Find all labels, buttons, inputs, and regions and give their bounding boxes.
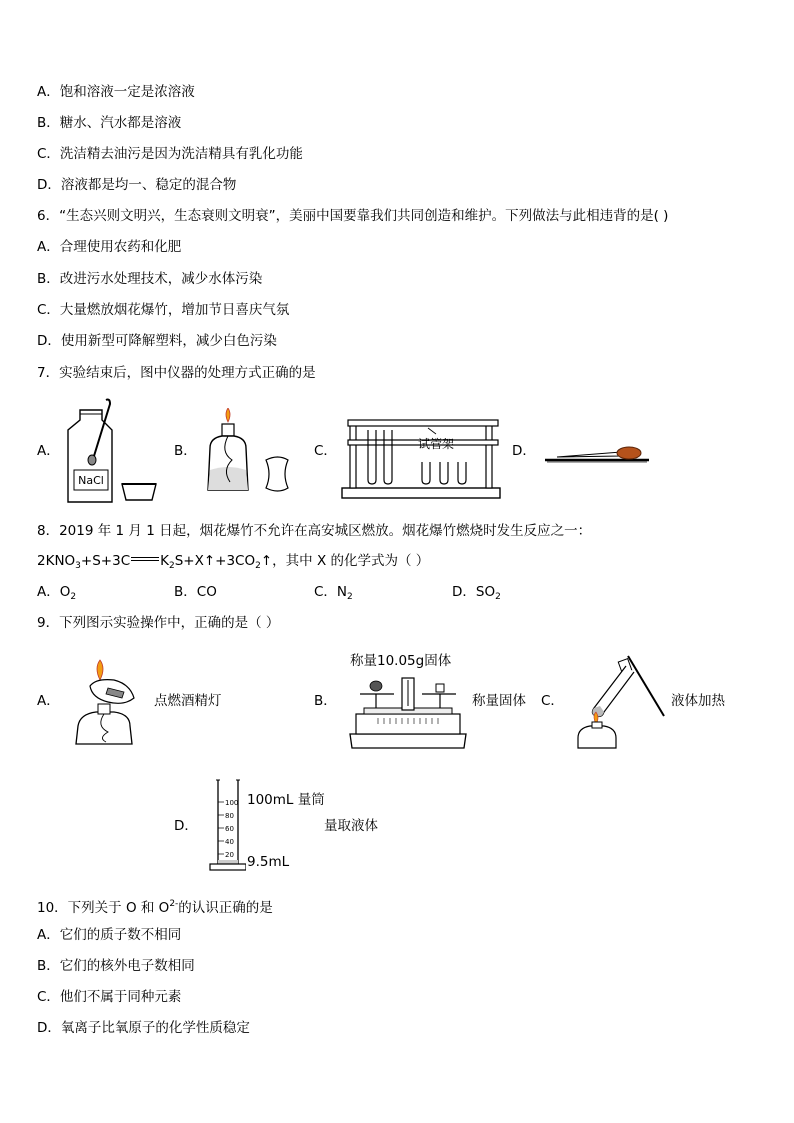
q9-tick-100: 100	[225, 799, 239, 807]
q9-caption-d: 量取液体	[324, 818, 378, 834]
q9-label-c: C．	[541, 693, 564, 709]
q7-label-c: C．	[314, 443, 337, 459]
q10-option-d: D．氧离子比氧原子的化学性质稳定	[37, 1020, 250, 1036]
q9-caption-c: 液体加热	[671, 693, 725, 709]
q9-cylinder-title: 100mL 量筒	[247, 792, 325, 808]
q10-stem	[37, 895, 273, 917]
q7-label-a: A．	[37, 443, 60, 459]
q10-stem-post: 的认识正确的是	[178, 900, 273, 916]
q8-option-c: C．$N_2$	[314, 584, 353, 602]
q8-equation: $2KNO_3+S+3C$ $K_2S+X↑+3CO_2↑$，其中 X 的化学式为（ ）	[37, 553, 430, 571]
q9-caption-b: 称量固体	[472, 693, 526, 709]
q8-eq-product-k: K	[160, 553, 169, 569]
q9-label-d: D．	[174, 818, 198, 834]
q7-figure-c-test-tube-rack	[340, 418, 506, 502]
q7-label-b: B．	[174, 443, 197, 459]
q7-rack-label: 试管架	[417, 437, 455, 451]
q8-eq-product-rest: S+X↑+3CO	[174, 553, 256, 569]
q9-label-b: B．	[314, 693, 337, 709]
q9-tick-40: 40	[225, 838, 234, 846]
q10-stem-sup: 2-	[169, 899, 179, 909]
q8-option-d: D．$SO_2$	[452, 584, 501, 602]
q8-option-a: A．$O_2$	[37, 584, 77, 602]
q5-option-a: A．饱和溶液一定是浓溶液	[37, 84, 195, 100]
q7-nacl-label: NaCl	[78, 474, 104, 487]
q9-caption-a: 点燃酒精灯	[154, 693, 222, 709]
q8-eq-reactant: 2KNO	[37, 553, 76, 569]
q9-tick-20: 20	[225, 851, 234, 859]
q7-label-d: D．	[512, 443, 536, 459]
q8-option-b: B．CO	[174, 584, 217, 600]
q5-option-b: B．糖水、汽水都是溶液	[37, 115, 182, 131]
q8-eq-reactants-rest: +S+3C	[80, 553, 131, 569]
q9-figure-b-balance	[348, 672, 468, 750]
q7-stem: 7．实验结束后，图中仪器的处理方式正确的是	[37, 365, 316, 381]
q7-figure-d-dropper	[543, 440, 651, 466]
q6-stem: 6．“生态兴则文明兴，生态衰则文明衰”，美丽中国要靠我们共同创造和维护。下列做法与此相违背的是( )	[37, 208, 669, 224]
q9-tick-80: 80	[225, 812, 234, 820]
q9-balance-title: 称量10.05g固体	[350, 653, 452, 669]
q6-option-a: A．合理使用农药和化肥	[37, 239, 182, 255]
q7-figure-a-reagent-bottle	[62, 398, 172, 506]
q9-cylinder-reading: 9.5mL	[247, 854, 290, 870]
q8-stem: 8．2019 年 1 月 1 日起，烟花爆竹不允许在高安城区燃放。烟花爆竹燃烧时发生反应之一：	[37, 523, 592, 539]
q6-option-d: D．使用新型可降解塑料，减少白色污染	[37, 333, 277, 349]
q9-label-a: A．	[37, 693, 60, 709]
q9-stem: 9．下列图示实验操作中，正确的是（ ）	[37, 615, 280, 631]
q5-option-c: C．洗洁精去油污是因为洗洁精具有乳化功能	[37, 146, 303, 162]
q9-figure-c-heating-tube	[572, 652, 668, 750]
q10-option-c: C．他们不属于同种元素	[37, 989, 182, 1005]
q7-figure-b-alcohol-lamp	[200, 408, 300, 500]
q9-figure-d-measuring-cylinder	[206, 778, 246, 878]
q9-tick-60: 60	[225, 825, 234, 833]
q9-figure-a-two-lamps	[68, 656, 160, 748]
q5-option-d: D．溶液都是均一、稳定的混合物	[37, 177, 237, 193]
q10-option-a: A．它们的质子数不相同	[37, 927, 182, 943]
q10-option-b: B．它们的核外电子数相同	[37, 958, 195, 974]
q6-option-b: B．改进污水处理技术，减少水体污染	[37, 271, 263, 287]
q8-eq-question: ↑，其中 X 的化学式为（ ）	[260, 553, 430, 569]
q10-stem-pre: 10．下列关于 O 和 O	[37, 900, 170, 916]
q6-option-c: C．大量燃放烟花爆竹，增加节日喜庆气氛	[37, 302, 290, 318]
